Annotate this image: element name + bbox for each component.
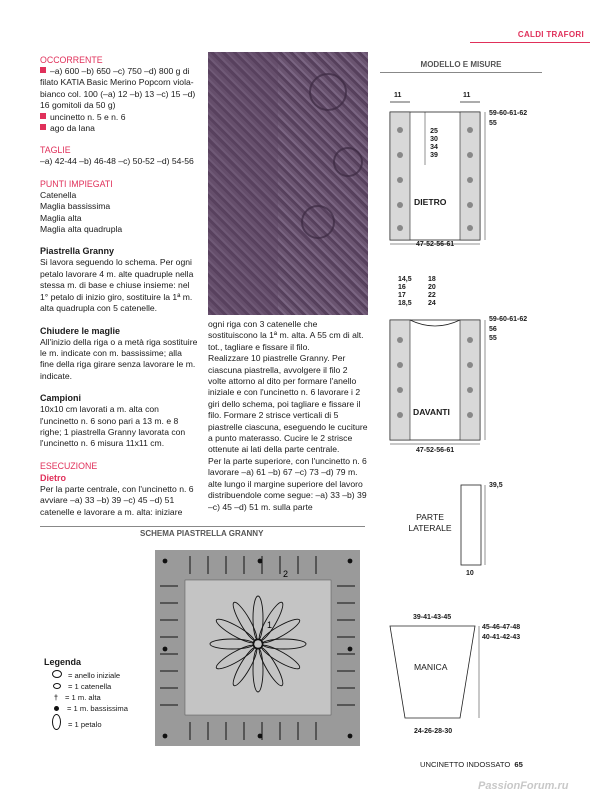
photo-texture [208,52,368,315]
legenda [44,656,154,730]
taglie-title: TAGLIE [40,145,71,156]
punti-item: Catenella [40,189,77,200]
laterale-label-1: PARTE [416,512,444,522]
petal-icon [52,714,61,730]
dietro-text: Per la parte centrale, con l'uncinetto n. 6 avviare –a) 33 –b) 39 –c) 45 –d) 51 catenelle e lavorare a m. alta: iniziare [40,483,194,517]
manica-side1: 45-46-47-48 [482,624,521,631]
davanti-left-2: 17 [398,292,406,299]
davanti-schematic [390,320,485,444]
davanti-label: DAVANTI [413,407,450,417]
dietro-center-3: 39 [430,152,438,159]
granny-diagram [150,546,365,751]
footer [420,760,523,769]
taglie-text: –a) 42-44 –b) 46-48 –c) 50-52 –d) 54-56 [40,156,194,167]
watermark: PassionForum.ru [478,780,569,792]
legenda-item: = 1 catenella [44,681,154,692]
davanti-bottom: 47-52-56-61 [416,447,455,454]
dietro-center-0: 25 [430,128,438,135]
legenda-title: Legenda [44,657,82,667]
chiudere-text: All'inizio della riga o a metà riga sostituire le m. indicate con m. bassissime; alla fine della riga girare senza lavorare le m. indicate. [40,336,198,381]
dietro-schematic [390,102,485,244]
left-column [40,54,198,518]
davanti-center-1: 20 [428,284,436,291]
schematics [375,70,555,730]
manica-schematic [390,626,479,718]
section-tag-label: CALDI TRAFORI [517,30,584,39]
esecuzione-title: ESECUZIONE [40,460,98,471]
manica-label: MANICA [414,662,448,672]
campioni-title: Campioni [40,393,82,404]
laterale-width: 10 [466,570,474,577]
middle-column [208,319,368,513]
chain-icon [53,683,61,689]
dietro-w-left: 11 [394,92,402,99]
chiudere-title: Chiudere le maglie [40,325,121,336]
dietro-center-dims [427,128,441,160]
davanti-center-0: 18 [428,276,436,283]
laterale-height: 39,5 [489,482,503,489]
manica-top: 39-41-43-45 [413,614,452,621]
middle-text: ogni riga con 3 catenelle che sostituiscono la 1ª m. alta. A 55 cm di alt. tot., tagliare e fissare il filo. Realizzare 10 piastrelle Granny. Per ciascuna piastrella, avvolgere il filo 2 volte attorno al dito per formare l'anello iniziale e con l'uncinetto n. 6 lavorare i 2 giri dello schema, poi tagliare e fissare il filo. Formare 2 strisce verticali di 5 piastrelle ciascuna, eseguendo le cuciture a punto materasso. Cucire le 2 strisce ottenute ai lati della parte centrale. Per la parte superiore, con l'uncinetto n. 6 lavorare –a) 61 –b) 67 –c) 73 –d) 79 m. alte lungo il margine superiore del lavoro distribuendole come segue: –a) 33 –b) 39 –c) 45 –d) 51 m. sulla parte [208,319,368,512]
occorrente-item: –a) 600 –b) 650 –c) 750 –d) 800 g di filato KATIA Basic Merino Popcorn viola-bianco col. 100 (–a) 12 –b) 13 –c) 15 –d) 16 gomitoli da 50 g) [40,66,196,111]
punti-item: Maglia bassissima [40,201,111,212]
section-tag [470,28,590,43]
davanti-side: 59-60-61-62 [489,316,528,323]
punti-item: Maglia alta quadrupla [40,224,123,235]
dietro-bottom: 47-52-56-61 [416,241,455,248]
dietro-side2: 55 [489,120,497,127]
crochet-photo [208,52,368,315]
legenda-item: = 1 petalo [44,714,154,730]
manica-side2: 40-41-42-43 [482,634,521,641]
davanti-center-3: 24 [428,300,436,307]
slip-stitch-icon [54,706,59,711]
dietro-side: 59-60-61-62 [489,110,528,117]
page-number: 65 [514,760,523,769]
davanti-left-3: 18,5 [398,300,412,307]
round-2-label: 2 [283,569,289,579]
schema-title: SCHEMA PIASTRELLA GRANNY [140,529,264,538]
double-crochet-icon: † [53,693,59,702]
davanti-side3: 55 [489,335,497,342]
ring-icon [52,670,62,678]
manica-bottom: 24-26-28-30 [414,728,453,735]
occorrente-title: OCCORRENTE [40,55,103,65]
legenda-item: = anello iniziale [44,670,154,681]
schema-header [40,526,365,538]
dietro-subtitle: Dietro [40,472,67,483]
dietro-center-2: 34 [430,144,438,151]
davanti-side2: 56 [489,326,497,333]
davanti-left-0: 14,5 [398,276,412,283]
occorrente-item: uncinetto n. 5 e n. 6 [40,112,198,123]
davanti-left-dims [398,276,412,308]
laterale-label-2: LATERALE [408,523,452,533]
granny-text: Si lavora seguendo lo schema. Per ogni petalo lavorare 4 m. alte quadruple nella stessa m. di base e chiuse insieme: nel 1° petalo di inizio giro, sostituire la 1ª m. alta quadrupla con 5 catenelle. [40,257,194,314]
davanti-center-dims [428,276,436,308]
campioni-text: 10x10 cm lavorati a m. alta con l'uncinetto n. 6 sono pari a 13 m. e 8 righe; 1 piastrella Granny lavorata con l'uncinetto n. 6 misura 11x11 cm. [40,404,186,449]
davanti-left-1: 16 [398,284,406,291]
davanti-center-2: 22 [428,292,436,299]
modello-title: MODELLO E MISURE [420,60,502,69]
legenda-item: = 1 m. bassissima [44,703,154,714]
dietro-center-1: 30 [430,136,438,143]
granny-title: Piastrella Granny [40,246,115,257]
laterale-schematic [461,485,485,565]
punti-title: PUNTI IMPIEGATI [40,178,113,189]
occorrente-item: ago da lana [40,123,198,134]
magazine-name: UNCINETTO INDOSSATO [420,760,511,769]
round-1-label: 1 [267,620,273,630]
legenda-item: † = 1 m. alta [44,692,154,703]
dietro-w-right: 11 [463,92,471,99]
laterale-label [405,512,455,534]
punti-item: Maglia alta [40,212,82,223]
dietro-label: DIETRO [414,197,447,207]
